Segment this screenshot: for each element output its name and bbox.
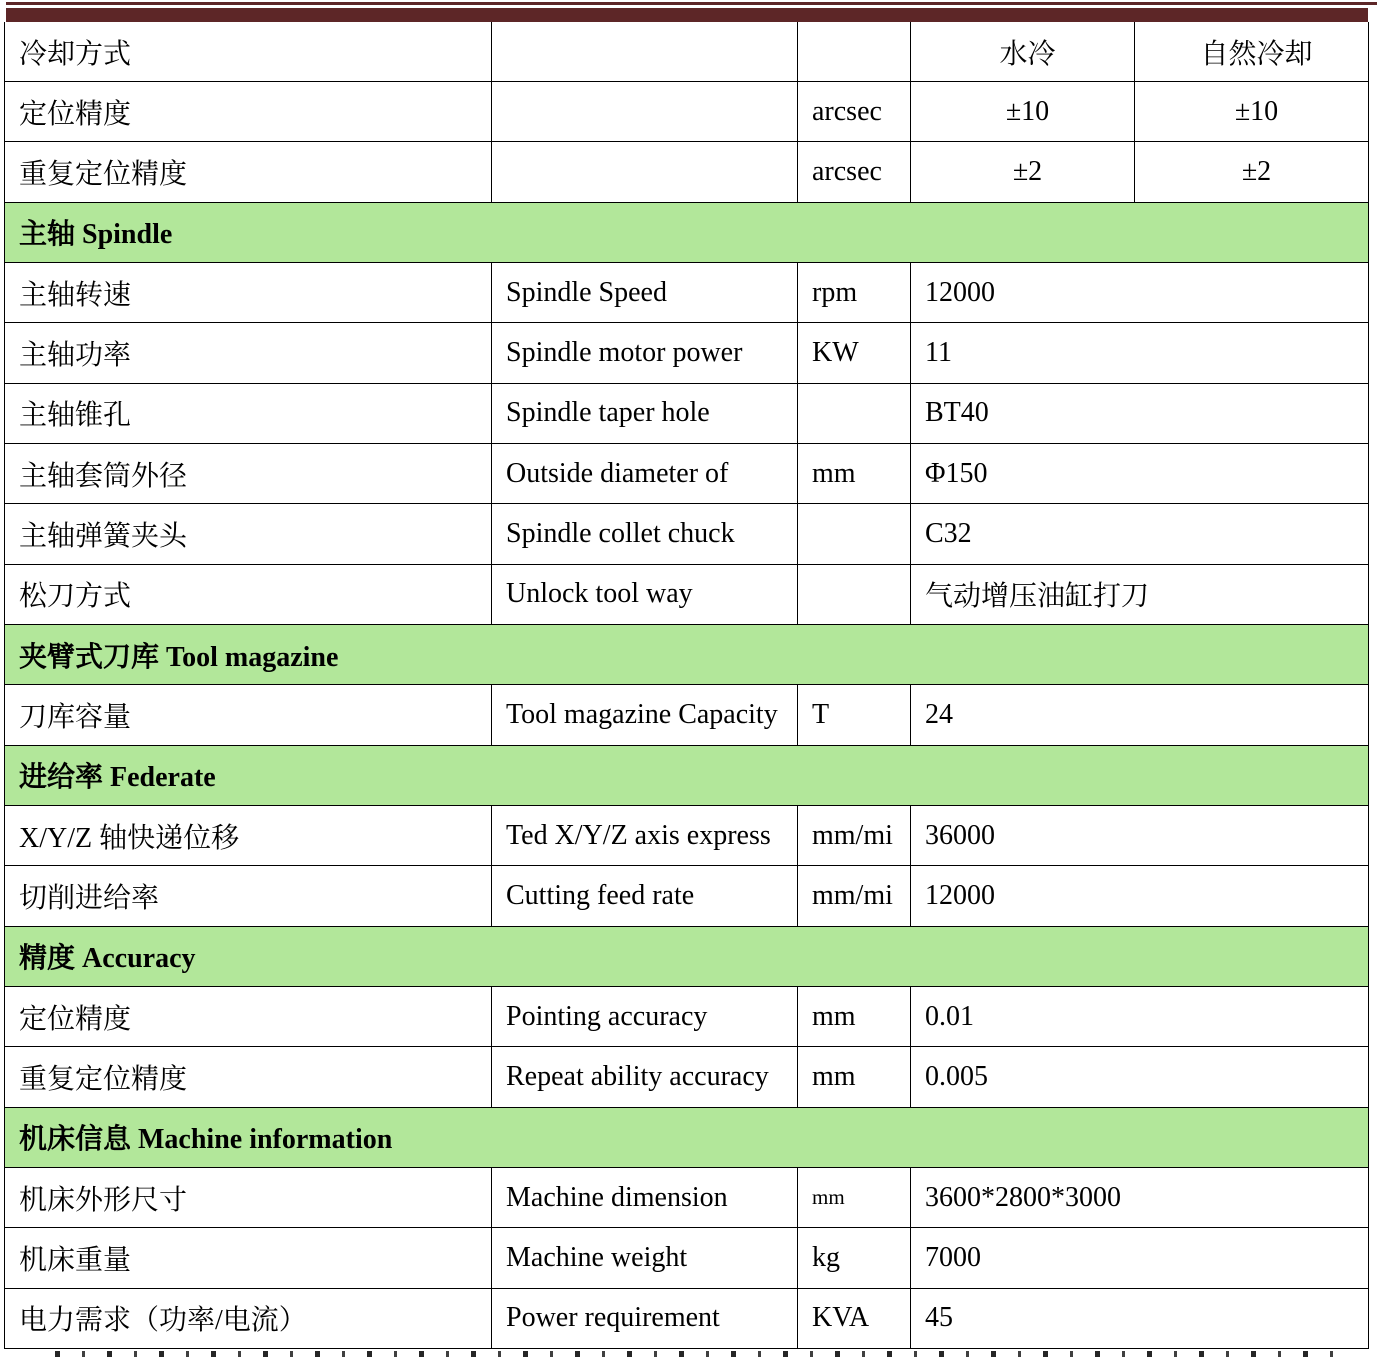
- spec-unit: mm/mi: [798, 806, 911, 866]
- spec-unit: mm/mi: [798, 866, 911, 926]
- clipped-next-line-remnant: [55, 1351, 1355, 1357]
- section-header-row: [5, 1107, 1369, 1167]
- spec-value: Φ150: [911, 444, 1369, 504]
- spec-value-1: ±10: [911, 82, 1135, 142]
- spec-value: 7000: [911, 1228, 1369, 1288]
- spec-name-en: Spindle motor power: [492, 323, 798, 383]
- spec-name-cn: 切削进给率: [5, 866, 492, 926]
- section-header-label: 进给率 Federate: [5, 745, 1369, 805]
- section-header-row: [5, 202, 1369, 262]
- spec-name-cn: 松刀方式: [5, 564, 492, 624]
- spec-value: 12000: [911, 263, 1369, 323]
- spec-name-cn: 机床重量: [5, 1228, 492, 1288]
- spec-name-cn: X/Y/Z 轴快递位移: [5, 806, 492, 866]
- spec-row: [5, 142, 1369, 202]
- spec-row: [5, 504, 1369, 564]
- spec-unit: [798, 504, 911, 564]
- spec-value: 气动增压油缸打刀: [911, 564, 1369, 624]
- spec-unit: mm: [798, 1047, 911, 1107]
- spec-value: 3600*2800*3000: [911, 1167, 1369, 1227]
- spec-unit: [798, 383, 911, 443]
- spec-row: [5, 323, 1369, 383]
- spec-row: [5, 1288, 1369, 1348]
- spec-value: 36000: [911, 806, 1369, 866]
- spec-name-en: Spindle collet chuck: [492, 504, 798, 564]
- spec-row: [5, 1228, 1369, 1288]
- spec-name-cn: 主轴转速: [5, 263, 492, 323]
- spec-name-en: Outside diameter of: [492, 444, 798, 504]
- spec-name-cn: 重复定位精度: [5, 142, 492, 202]
- section-header-label: 机床信息 Machine information: [5, 1107, 1369, 1167]
- spec-name-en: Repeat ability accuracy: [492, 1047, 798, 1107]
- spec-name-cn: 冷却方式: [5, 22, 492, 82]
- spec-name-en: Tool magazine Capacity: [492, 685, 798, 745]
- spec-unit: mm: [798, 444, 911, 504]
- spec-name-cn: 主轴弹簧夹头: [5, 504, 492, 564]
- spec-value: 11: [911, 323, 1369, 383]
- spec-name-en: [492, 22, 798, 82]
- spec-unit: KVA: [798, 1288, 911, 1348]
- spec-unit: kg: [798, 1228, 911, 1288]
- spec-name-en: Machine weight: [492, 1228, 798, 1288]
- spec-name-en: Cutting feed rate: [492, 866, 798, 926]
- spec-row: [5, 82, 1369, 142]
- spec-name-en: [492, 82, 798, 142]
- spec-row: [5, 1047, 1369, 1107]
- spec-name-cn: 机床外形尺寸: [5, 1167, 492, 1227]
- spec-name-cn: 定位精度: [5, 82, 492, 142]
- spec-row: [5, 685, 1369, 745]
- spec-name-en: Ted X/Y/Z axis express: [492, 806, 798, 866]
- spec-value: BT40: [911, 383, 1369, 443]
- spec-row: [5, 806, 1369, 866]
- top-thick-bar: [6, 8, 1368, 22]
- spec-row: [5, 1167, 1369, 1227]
- spec-value-1: ±2: [911, 142, 1135, 202]
- spec-name-cn: 重复定位精度: [5, 1047, 492, 1107]
- section-header-row: [5, 625, 1369, 685]
- spec-row: [5, 866, 1369, 926]
- spec-unit: T: [798, 685, 911, 745]
- section-header-label: 夹臂式刀库 Tool magazine: [5, 625, 1369, 685]
- spec-row: [5, 263, 1369, 323]
- spec-row: [5, 22, 1369, 82]
- spec-name-en: Spindle taper hole: [492, 383, 798, 443]
- section-header-row: [5, 745, 1369, 805]
- spec-name-cn: 电力需求（功率/电流）: [5, 1288, 492, 1348]
- spec-name-en: Unlock tool way: [492, 564, 798, 624]
- spec-table-body: [5, 22, 1369, 1349]
- section-header-row: [5, 926, 1369, 986]
- spec-unit: [798, 564, 911, 624]
- section-header-label: 主轴 Spindle: [5, 202, 1369, 262]
- spec-name-en: Power requirement: [492, 1288, 798, 1348]
- spec-value-2: ±2: [1135, 142, 1369, 202]
- spec-row: [5, 564, 1369, 624]
- spec-name-cn: 主轴套筒外径: [5, 444, 492, 504]
- spec-name-en: Machine dimension: [492, 1167, 798, 1227]
- spec-row: [5, 383, 1369, 443]
- spec-value-2: 自然冷却: [1135, 22, 1369, 82]
- spec-unit: mm: [798, 987, 911, 1047]
- spec-unit: arcsec: [798, 82, 911, 142]
- spec-value: 12000: [911, 866, 1369, 926]
- spec-value: 45: [911, 1288, 1369, 1348]
- spec-value: 24: [911, 685, 1369, 745]
- spec-name-cn: 刀库容量: [5, 685, 492, 745]
- spec-name-cn: 主轴功率: [5, 323, 492, 383]
- spec-unit: rpm: [798, 263, 911, 323]
- spec-row: [5, 987, 1369, 1047]
- spec-value-2: ±10: [1135, 82, 1369, 142]
- spec-name-en: Pointing accuracy: [492, 987, 798, 1047]
- spec-value-1: 水冷: [911, 22, 1135, 82]
- spec-value: 0.01: [911, 987, 1369, 1047]
- spec-unit: arcsec: [798, 142, 911, 202]
- spec-unit: mm: [798, 1167, 911, 1227]
- spec-value: C32: [911, 504, 1369, 564]
- spec-row: [5, 444, 1369, 504]
- top-thin-rule: [6, 2, 1377, 5]
- spec-name-cn: 定位精度: [5, 987, 492, 1047]
- spec-table: [4, 22, 1369, 1349]
- spec-value: 0.005: [911, 1047, 1369, 1107]
- spec-name-en: Spindle Speed: [492, 263, 798, 323]
- spec-name-cn: 主轴锥孔: [5, 383, 492, 443]
- spec-name-en: [492, 142, 798, 202]
- spec-unit: [798, 22, 911, 82]
- section-header-label: 精度 Accuracy: [5, 926, 1369, 986]
- spec-unit: KW: [798, 323, 911, 383]
